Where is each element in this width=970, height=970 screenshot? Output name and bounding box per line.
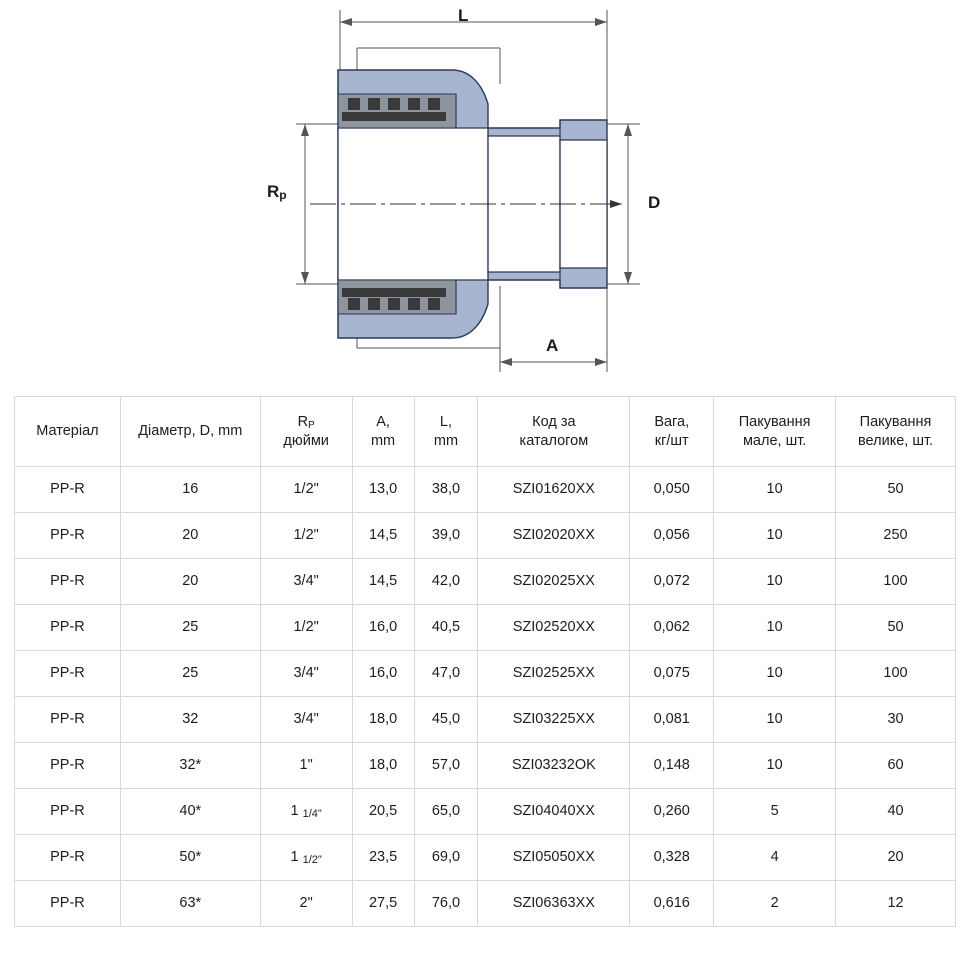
cell-diameter: 20 [120,513,260,559]
table-row [15,605,956,651]
specification-table [14,396,956,927]
cell-rp: 2" [260,881,352,927]
cell-material: PP-R [15,605,121,651]
col-header-pack-small: Пакування мале, шт. [714,397,836,467]
cell-code: SZI02020XX [478,513,630,559]
cell-code: SZI03225XX [478,697,630,743]
cell-pack-small: 10 [714,605,836,651]
cell-pack-small: 10 [714,743,836,789]
col-header-a: A, mm [352,397,414,467]
cell-code: SZI05050XX [478,835,630,881]
cell-material: PP-R [15,513,121,559]
cell-l: 76,0 [414,881,478,927]
cell-a: 27,5 [352,881,414,927]
technical-drawing [0,0,970,385]
table-row [15,651,956,697]
cell-weight: 0,260 [630,789,714,835]
label-D: D [648,193,661,212]
col-header-material: Матеріал [15,397,121,467]
cell-code: SZI01620XX [478,467,630,513]
table-row [15,513,956,559]
col-header-l: L, mm [414,397,478,467]
cell-code: SZI02520XX [478,605,630,651]
cell-diameter: 25 [120,605,260,651]
cell-code: SZI02025XX [478,559,630,605]
cell-rp: 1" [260,743,352,789]
cell-code: SZI03232OK [478,743,630,789]
col-header-weight: Вага, кг/шт [630,397,714,467]
cell-diameter: 32 [120,697,260,743]
cell-material: PP-R [15,651,121,697]
col-header-rp-symbol: RP [297,414,315,432]
cell-rp: 3/4" [260,697,352,743]
cell-pack-small: 5 [714,789,836,835]
cell-a: 20,5 [352,789,414,835]
cell-material: PP-R [15,743,121,789]
cell-material: PP-R [15,467,121,513]
cell-pack-large: 50 [836,467,956,513]
cell-pack-small: 10 [714,467,836,513]
table-row [15,559,956,605]
cell-pack-large: 20 [836,835,956,881]
cell-material: PP-R [15,559,121,605]
cell-diameter: 63* [120,881,260,927]
cell-pack-small: 10 [714,651,836,697]
cell-diameter: 32* [120,743,260,789]
cell-l: 69,0 [414,835,478,881]
cell-code: SZI04040XX [478,789,630,835]
cell-diameter: 50* [120,835,260,881]
cell-a: 18,0 [352,697,414,743]
cell-pack-small: 2 [714,881,836,927]
table-header-row [15,397,956,467]
cell-a: 16,0 [352,605,414,651]
cell-l: 40,5 [414,605,478,651]
cell-weight: 0,075 [630,651,714,697]
thread-teeth-bottom [342,288,446,310]
cell-weight: 0,616 [630,881,714,927]
cell-a: 16,0 [352,651,414,697]
cell-code: SZI02525XX [478,651,630,697]
cell-l: 42,0 [414,559,478,605]
cell-rp: 1/2" [260,605,352,651]
cell-pack-small: 10 [714,697,836,743]
cell-rp: 1 1/2" [260,835,352,881]
cell-diameter: 25 [120,651,260,697]
cell-weight: 0,328 [630,835,714,881]
cell-weight: 0,081 [630,697,714,743]
cell-l: 39,0 [414,513,478,559]
cell-weight: 0,148 [630,743,714,789]
table-header [15,397,956,467]
cell-pack-large: 40 [836,789,956,835]
cell-diameter: 40* [120,789,260,835]
col-header-code: Код за каталогом [478,397,630,467]
cell-material: PP-R [15,697,121,743]
cell-diameter: 20 [120,559,260,605]
cell-l: 47,0 [414,651,478,697]
cell-a: 18,0 [352,743,414,789]
cell-pack-large: 30 [836,697,956,743]
cell-rp: 3/4" [260,559,352,605]
col-header-diameter: Діаметр, D, mm [120,397,260,467]
cell-rp: 1/2" [260,467,352,513]
cell-l: 45,0 [414,697,478,743]
table-row [15,835,956,881]
cell-l: 57,0 [414,743,478,789]
cell-a: 23,5 [352,835,414,881]
cell-material: PP-R [15,835,121,881]
cell-diameter: 16 [120,467,260,513]
cell-code: SZI06363XX [478,881,630,927]
table-row [15,743,956,789]
label-Rp: Rp [267,182,287,202]
cell-l: 38,0 [414,467,478,513]
label-L: L [458,6,469,25]
cell-weight: 0,072 [630,559,714,605]
col-header-pack-large: Пакування велике, шт. [836,397,956,467]
label-A: A [546,336,559,355]
cell-a: 14,5 [352,559,414,605]
cell-weight: 0,050 [630,467,714,513]
table-row [15,697,956,743]
cell-pack-large: 50 [836,605,956,651]
thread-teeth-top [342,98,446,121]
cell-weight: 0,062 [630,605,714,651]
cell-l: 65,0 [414,789,478,835]
cell-pack-small: 4 [714,835,836,881]
table-row [15,881,956,927]
cell-rp: 3/4" [260,651,352,697]
cell-pack-large: 250 [836,513,956,559]
cell-rp: 1/2" [260,513,352,559]
cell-rp: 1 1/4" [260,789,352,835]
cell-pack-large: 100 [836,651,956,697]
cell-pack-large: 100 [836,559,956,605]
cell-pack-small: 10 [714,559,836,605]
cell-material: PP-R [15,881,121,927]
cell-pack-small: 10 [714,513,836,559]
cell-weight: 0,056 [630,513,714,559]
cell-pack-large: 12 [836,881,956,927]
cell-a: 13,0 [352,467,414,513]
cell-a: 14,5 [352,513,414,559]
table-body [15,467,956,927]
cell-pack-large: 60 [836,743,956,789]
table-row [15,789,956,835]
col-header-rp: RP дюйми [260,397,352,467]
table-row [15,467,956,513]
cell-material: PP-R [15,789,121,835]
